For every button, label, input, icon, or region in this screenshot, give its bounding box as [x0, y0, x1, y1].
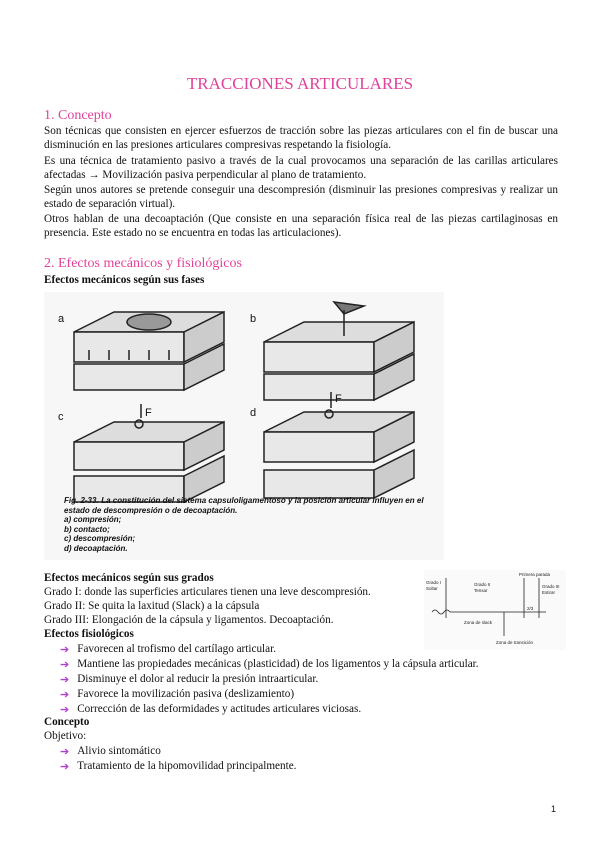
- panel-b: [264, 302, 414, 400]
- page-number: 1: [550, 804, 556, 814]
- grado-1: Grado I: donde las superficies articulares tienen una leve descompresión.: [44, 586, 371, 598]
- grado-2: Grado II: Se quita la laxitud (Slack) a la cápsula: [44, 600, 260, 612]
- grades-diagram: [424, 570, 566, 650]
- arrow-icon: ➔: [60, 746, 70, 758]
- two-thirds-mark: 2/3: [527, 606, 534, 611]
- arrow-icon: ➔: [60, 659, 70, 671]
- grados-label: Efectos mecánicos según sus grados: [44, 572, 214, 584]
- arrow-icon: ➔: [60, 674, 70, 686]
- paragraph-4: Otros hablan de una decoaptación (Que consiste en una separación física real de las piezas cartilaginosas en presencia. Este estado no se encuentra en todas las articulaciones).: [44, 213, 558, 239]
- grade-1-sub: Soltar: [426, 586, 438, 591]
- fisio-item: ➔ Favorece la movilización pasiva (deslizamiento): [60, 688, 295, 701]
- slack-zone: Zona de slack: [464, 620, 493, 625]
- first-stop: Primera parada: [519, 572, 551, 577]
- figure-caption: Fig. 2-33. La constitución del sistema capsuloligamentoso y la posición articular influyen en el estado de descompresión o de decoaptación. a) compresión; b) contacto; c) descompresión; d) decoaptación.: [64, 496, 424, 553]
- panel-a: [74, 312, 224, 390]
- label-d: d: [250, 407, 257, 419]
- paragraph-1: Son técnicas que consisten en ejercer esfuerzos de tracción sobre las piezas articulares con el fin de buscar una disminución en las presiones articulares compresivas respetando la fisiología.: [44, 125, 558, 151]
- grade-3-sub: Estirar: [542, 590, 556, 595]
- objetivo-item: ➔ Alivio sintomático: [60, 745, 161, 758]
- label-b: b: [250, 313, 257, 325]
- section-heading-efectos: 2. Efectos mecánicos y fisiológicos: [44, 256, 242, 271]
- grade-2: Grado II: [474, 582, 491, 587]
- arrow-icon: ➔: [60, 704, 70, 716]
- fisio-item: ➔ Disminuye el dolor al reducir la presión intraarticular.: [60, 673, 319, 686]
- label-c: c: [58, 411, 64, 423]
- arrow-icon: ➔: [60, 761, 70, 773]
- paragraph-2: Es una técnica de tratamiento pasivo a través de la cual provocamos una separación de las carillas articulares afectadas → Movilización pasiva perpendicular al plano de tratamiento.: [44, 155, 558, 181]
- force-label-d: F: [335, 393, 342, 405]
- grade-1: Grado I: [426, 580, 442, 585]
- phases-figure: [44, 292, 444, 560]
- objetivo-item: ➔ Tratamiento de la hipomovilidad principalmente.: [60, 760, 297, 773]
- grade-3: Grado III: [542, 584, 560, 589]
- paragraph-3: Según unos autores se pretende conseguir una descompresión (disminuir las presiones compresivas y realizar un estado de separación virtual).: [44, 184, 558, 210]
- fisio-item: ➔ Mantiene las propiedades mecánicas (plasticidad) de los ligamentos y la cápsula articular.: [60, 658, 479, 671]
- arrow-icon: ➔: [60, 689, 70, 701]
- force-label-c: F: [145, 407, 152, 419]
- fisio-item: ➔ Corrección de las deformidades y actitudes articulares viciosas.: [60, 703, 362, 716]
- transition-zone: Zona de transición: [496, 640, 534, 645]
- fisio-label: Efectos fisiológicos: [44, 628, 134, 640]
- label-a: a: [58, 313, 65, 325]
- section-heading-concepto: 1. Concepto: [44, 108, 112, 123]
- fisio-item: ➔ Favorecen al trofismo del cartílago articular.: [60, 643, 277, 656]
- objetivo-label: Objetivo:: [44, 730, 87, 742]
- arrow-icon: ➔: [60, 644, 70, 656]
- panel-d: [264, 392, 414, 498]
- grado-3: Grado III: Elongación de la cápsula y ligamentos. Decoaptación.: [44, 614, 334, 626]
- grade-2-sub: Tensar: [474, 588, 488, 593]
- fases-label: Efectos mecánicos según sus fases: [44, 274, 205, 286]
- concepto-label: Concepto: [44, 716, 90, 728]
- page-title: TRACCIONES ARTICULARES: [186, 74, 414, 93]
